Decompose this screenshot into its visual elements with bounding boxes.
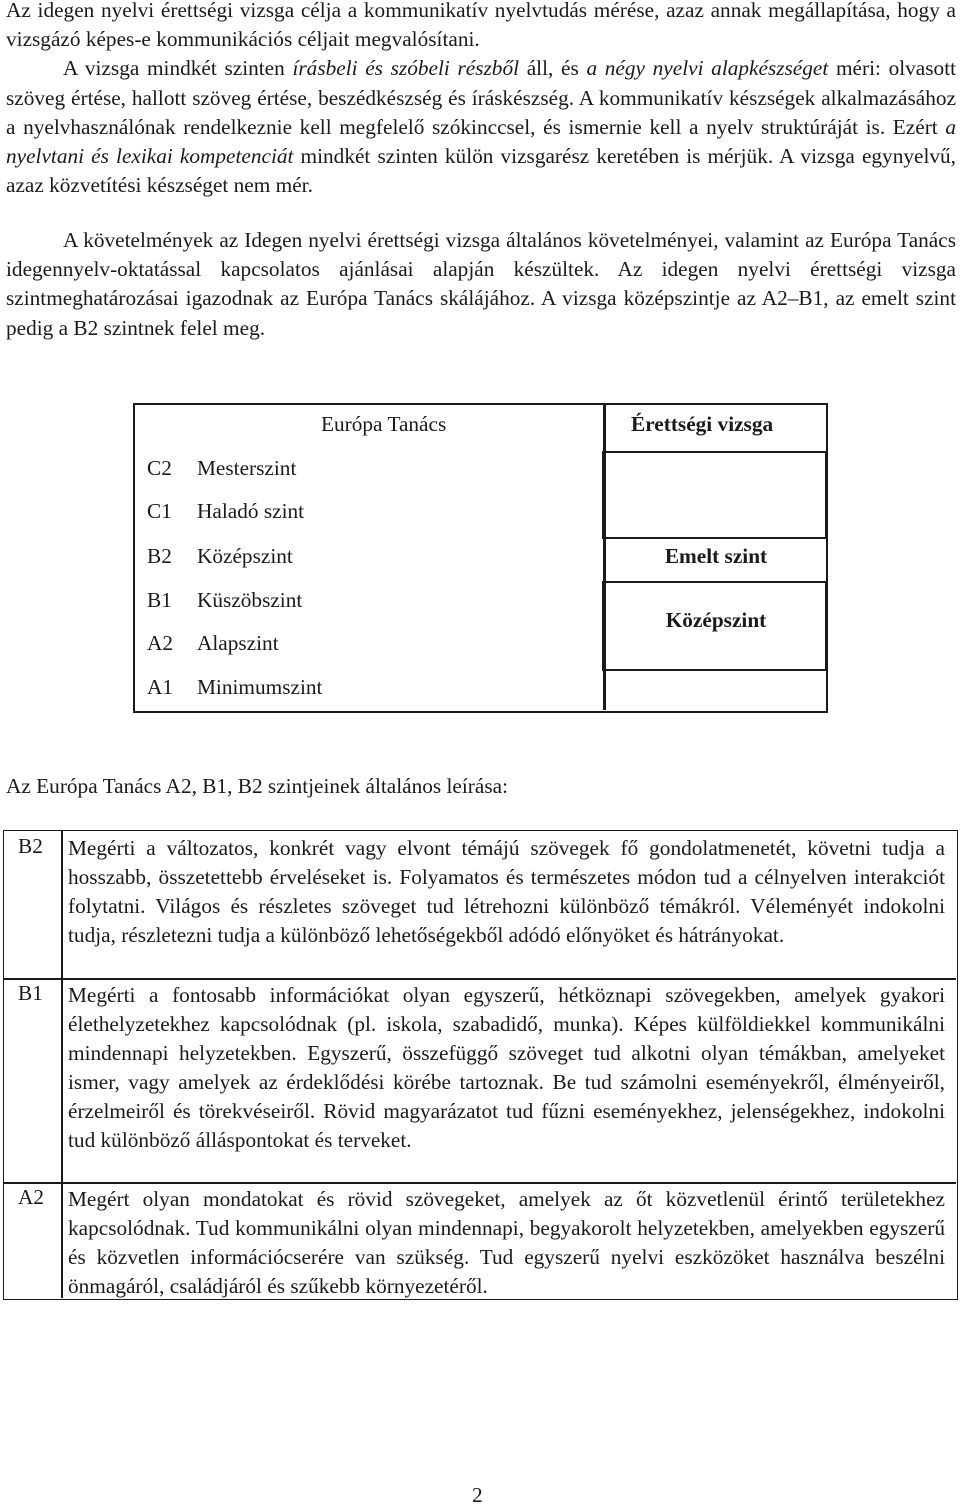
description-title: Az Európa Tanács A2, B1, B2 szintjeinek általános leírása: bbox=[6, 774, 509, 798]
level-name: Alapszint bbox=[197, 631, 279, 655]
level-code: A2 bbox=[147, 631, 174, 655]
exam-box-upper bbox=[602, 451, 827, 539]
p1-em-c: a négy nyelvi alapkészséget bbox=[586, 56, 829, 81]
level-row-b1 bbox=[147, 588, 302, 613]
level-name: Küszöbszint bbox=[197, 588, 303, 612]
level-code: A1 bbox=[147, 675, 174, 699]
level-row-c1 bbox=[147, 499, 304, 524]
level-name: Mesterszint bbox=[197, 456, 297, 480]
p1-text-e: mindkét szinten külön vizsgarész keretében is mérjük. A vizsga egynyelvű, azaz közvetítési készséget nem mér. bbox=[6, 144, 956, 198]
p2-text: A követelmények az Idegen nyelvi érettségi vizsga általános követelményei, valamint az Európa Tanács idegennyelv-oktatással kapcsolatos ajánlásai alapján készültek. Az idegen nyelvi érettségi vizsga szintmeghatározásai igazodnak az Európa Tanács skálájához. A vizsga középszintje az A2–B1, az emelt szint pedig a B2 szintnek felel meg. bbox=[6, 228, 956, 340]
kozepszint-label: Középszint bbox=[665, 608, 767, 632]
page-number: 2 bbox=[472, 1483, 483, 1507]
level-code: C1 bbox=[147, 499, 172, 523]
level-name: Középszint bbox=[197, 544, 293, 568]
row-code-a2: A2 bbox=[18, 1185, 45, 1209]
p1-text-d: méri: olvasott szöveg értése, hallott szöveg értése, beszédkészség és íráskészség. A kommunikatív készségek alkalmazásához a nyelvhasználónak rendelkeznie kell megfelelő szókinccsel, és ismernie kell a nyelv struktúráját is. Ezért bbox=[6, 56, 957, 139]
row-divider bbox=[4, 1182, 956, 1184]
row-code-b1: B1 bbox=[18, 981, 43, 1005]
code-column-divider bbox=[61, 831, 63, 1298]
p1-em-d: a nyelvtani és lexikai kompetenciát bbox=[6, 114, 956, 169]
row-text-b1: Megérti a fontosabb információkat olyan egyszerű, hétköznapi szövegekben, amelyek gyakori élethelyzetekhez kapcsolódnak (pl. iskola, szabadidő, munka). Képes külföldiekkel kommunikálni mindennapi helyzetekben. Egyszerű, összefüggő szöveget tud alkotni olyan témákban, amelyeket ismer, vagy amelyek az érdeklődési körébe tartoznak. Be tud számolni eseményekről, élményeiről, érzelmeiről és törekvéseiről. Rövid magyarázatot tud fűzni eseményekhez, jelenségekhez, indokolni tud különböző álláspontokat és terveket. bbox=[68, 983, 945, 1153]
level-name: Minimumszint bbox=[197, 675, 323, 699]
erettsegi-header: Érettségi vizsga bbox=[631, 412, 774, 436]
emelt-szint-label: Emelt szint bbox=[664, 544, 768, 568]
level-code: C2 bbox=[147, 456, 172, 480]
level-row-a2 bbox=[147, 631, 279, 656]
p1-em-b: írásbeli és szóbeli részből bbox=[292, 56, 520, 81]
intro-paragraph-1 bbox=[6, 0, 956, 200]
level-code: B2 bbox=[147, 544, 172, 568]
p1-text-c: áll, és bbox=[519, 56, 587, 81]
row-divider bbox=[4, 978, 956, 980]
level-row-a1 bbox=[147, 675, 322, 700]
row-text-a2: Megért olyan mondatokat és rövid szövegeket, amelyek az őt közvetlenül érintő területekhez kapcsolódnak. Tud kommunikálni olyan mindennapi, begyakorolt helyzetekben, amelyekben egyszerű és közvetlen információcserére van szükség. Tud egyszerű nyelvi eszközöket használva beszélni önmagáról, családjáról és szűkebb környezetéről. bbox=[68, 1187, 945, 1299]
row-code-b2: B2 bbox=[18, 834, 43, 858]
intro-paragraph-2 bbox=[6, 226, 956, 343]
level-code: B1 bbox=[147, 588, 172, 612]
level-name: Haladó szint bbox=[197, 499, 305, 523]
p1-text-b: A vizsga mindkét szinten bbox=[63, 56, 293, 81]
level-row-c2 bbox=[147, 456, 296, 481]
level-row-b2 bbox=[147, 544, 293, 569]
row-text-b2: Megérti a változatos, konkrét vagy elvont témájú szövegek fő gondolatmenetét, követni tudja a hosszabb, összetettebb érveléseket is. Folyamatos és természetes módon tud a célnyelven interakciót folytatni. Világos és részletes szöveget tud létrehozni különböző témákról. Véleményét indokolni tudja, részletezni tudja a különböző lehetőségekből adódó előnyöket és hátrányokat. bbox=[68, 836, 945, 948]
p1-sentence-1: Az idegen nyelvi érettségi vizsga célja a kommunikatív nyelvtudás mérése, azaz annak megállapítása, hogy a vizsgázó képes-e kommunikációs céljait megvalósítani. bbox=[6, 0, 956, 52]
level-description-table bbox=[3, 830, 958, 1300]
level-comparison-table bbox=[133, 403, 828, 713]
europa-tanacs-header: Európa Tanács bbox=[321, 412, 447, 436]
